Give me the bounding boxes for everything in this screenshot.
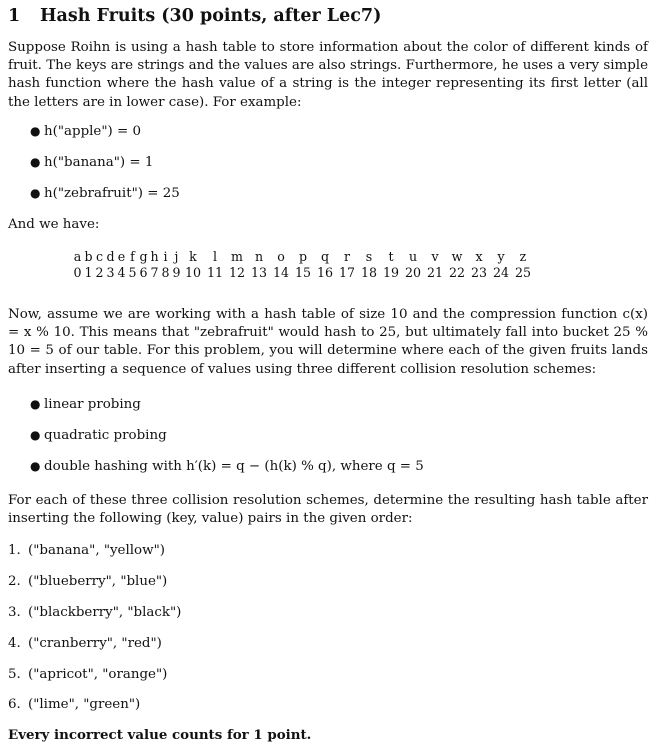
- number-cell: 17: [338, 265, 356, 280]
- number-cell: 6: [139, 265, 148, 280]
- number-cell: 1: [84, 265, 93, 280]
- letter-cell: r: [343, 249, 351, 264]
- number-cell: 2: [95, 265, 104, 280]
- number-cell: 14: [272, 265, 290, 280]
- bullet-icon: ●: [30, 397, 41, 411]
- letter-cell: q: [320, 249, 330, 264]
- letter-cell: b: [84, 249, 93, 264]
- letter-cell: h: [150, 249, 159, 264]
- number-cell: 8: [161, 265, 170, 280]
- letter-cell: d: [106, 249, 115, 264]
- pair-text: ("apricot", "orange"): [28, 667, 168, 682]
- number-cell: 13: [250, 265, 268, 280]
- number-cell: 15: [294, 265, 312, 280]
- instructions-paragraph: For each of these three collision resolution schemes, determine the resulting hash table after inserting the following (key, value) pairs in the given order:: [8, 493, 648, 527]
- pair-text: ("lime", "green"): [28, 697, 141, 712]
- compression-paragraph: Now, assume we are working with a hash table of size 10 and the compression function c(x) = x % 10. This means that "zebrafruit" would hash to 25, but ultimately fall into bucket 25 % 10 = 5 of our table. For this problem, you will determine where each of the given fruits lands after inserting a sequence of values using three different collision resolution schemes:: [8, 307, 648, 377]
- number-cell: 4: [117, 265, 126, 280]
- numbers-row: [72, 265, 534, 281]
- pair-text: ("banana", "yellow"): [28, 543, 165, 558]
- scheme-text: double hashing with h′(k) = q − (h(k) % q), where q = 5: [44, 459, 424, 474]
- scheme-item: [30, 428, 167, 443]
- pair-number: 6.: [8, 697, 21, 712]
- pair-number: 2.: [8, 574, 21, 589]
- pair-item: [8, 636, 162, 651]
- letter-cell: x: [475, 249, 483, 264]
- letter-number-table: [72, 249, 534, 281]
- example-item: [30, 155, 153, 170]
- letter-cell: j: [174, 249, 179, 264]
- letter-cell: l: [212, 249, 218, 264]
- letter-cell: a: [73, 249, 82, 264]
- bullet-icon: ●: [30, 155, 41, 169]
- letter-cell: t: [388, 249, 394, 264]
- number-cell: 7: [150, 265, 159, 280]
- example-text: h("apple") = 0: [44, 124, 141, 139]
- bullet-icon: ●: [30, 459, 41, 473]
- pair-item: [8, 605, 181, 620]
- bullet-icon: ●: [30, 186, 41, 200]
- letter-cell: z: [519, 249, 527, 264]
- bullet-icon: ●: [30, 428, 41, 442]
- example-item: [30, 124, 141, 139]
- letter-cell: s: [365, 249, 373, 264]
- number-cell: 23: [470, 265, 488, 280]
- number-cell: 5: [128, 265, 137, 280]
- number-cell: 11: [206, 265, 224, 280]
- number-cell: 18: [360, 265, 378, 280]
- section-title: Hash Fruits (30 points, after Lec7): [40, 6, 382, 26]
- letter-cell: c: [95, 249, 104, 264]
- letter-cell: m: [231, 249, 243, 264]
- number-cell: 10: [184, 265, 202, 280]
- pair-item: [8, 697, 140, 712]
- letter-cell: o: [277, 249, 285, 264]
- section-heading: [8, 6, 381, 26]
- section-number: 1: [8, 6, 21, 26]
- letter-cell: g: [139, 249, 148, 264]
- number-cell: 21: [426, 265, 444, 280]
- number-cell: 3: [106, 265, 115, 280]
- letter-cell: f: [130, 249, 135, 264]
- scheme-item: [30, 459, 424, 474]
- letter-cell: w: [451, 249, 463, 264]
- pair-number: 3.: [8, 605, 21, 620]
- number-cell: 9: [172, 265, 181, 280]
- letter-cell: e: [117, 249, 126, 264]
- scoring-note: Every incorrect value counts for 1 point.: [8, 727, 312, 743]
- number-cell: 22: [448, 265, 466, 280]
- number-cell: 0: [73, 265, 82, 280]
- number-cell: 19: [382, 265, 400, 280]
- scheme-text: quadratic probing: [44, 428, 167, 443]
- pair-number: 5.: [8, 667, 21, 682]
- letter-cell: k: [189, 249, 197, 264]
- pair-text: ("blackberry", "black"): [28, 605, 182, 620]
- letter-cell: p: [298, 249, 308, 264]
- pair-item: [8, 667, 167, 682]
- letter-cell: v: [431, 249, 439, 264]
- bullet-icon: ●: [30, 124, 41, 138]
- scheme-item: [30, 397, 141, 412]
- letters-row: [72, 249, 534, 265]
- number-cell: 16: [316, 265, 334, 280]
- example-item: [30, 186, 180, 201]
- example-text: h("zebrafruit") = 25: [44, 186, 180, 201]
- intro-paragraph: Suppose Roihn is using a hash table to store information about the color of different kinds of fruit. The keys are strings and the values are also strings. Furthermore, he uses a very simple hash function where the hash value of a string is the integer representing its first letter (all the letters are in lower case). For example:: [8, 40, 648, 110]
- pair-item: [8, 543, 165, 558]
- letter-cell: n: [254, 249, 264, 264]
- number-cell: 24: [492, 265, 510, 280]
- example-text: h("banana") = 1: [44, 155, 154, 170]
- pair-number: 1.: [8, 543, 21, 558]
- and-we-have-text: And we have:: [8, 217, 100, 232]
- pair-item: [8, 574, 167, 589]
- pair-text: ("cranberry", "red"): [28, 636, 162, 651]
- letter-cell: y: [497, 249, 505, 264]
- number-cell: 25: [514, 265, 532, 280]
- number-cell: 12: [228, 265, 246, 280]
- scheme-text: linear probing: [44, 397, 141, 412]
- pair-text: ("blueberry", "blue"): [28, 574, 168, 589]
- pair-number: 4.: [8, 636, 21, 651]
- letter-cell: u: [408, 249, 418, 264]
- number-cell: 20: [404, 265, 422, 280]
- letter-cell: i: [163, 249, 168, 264]
